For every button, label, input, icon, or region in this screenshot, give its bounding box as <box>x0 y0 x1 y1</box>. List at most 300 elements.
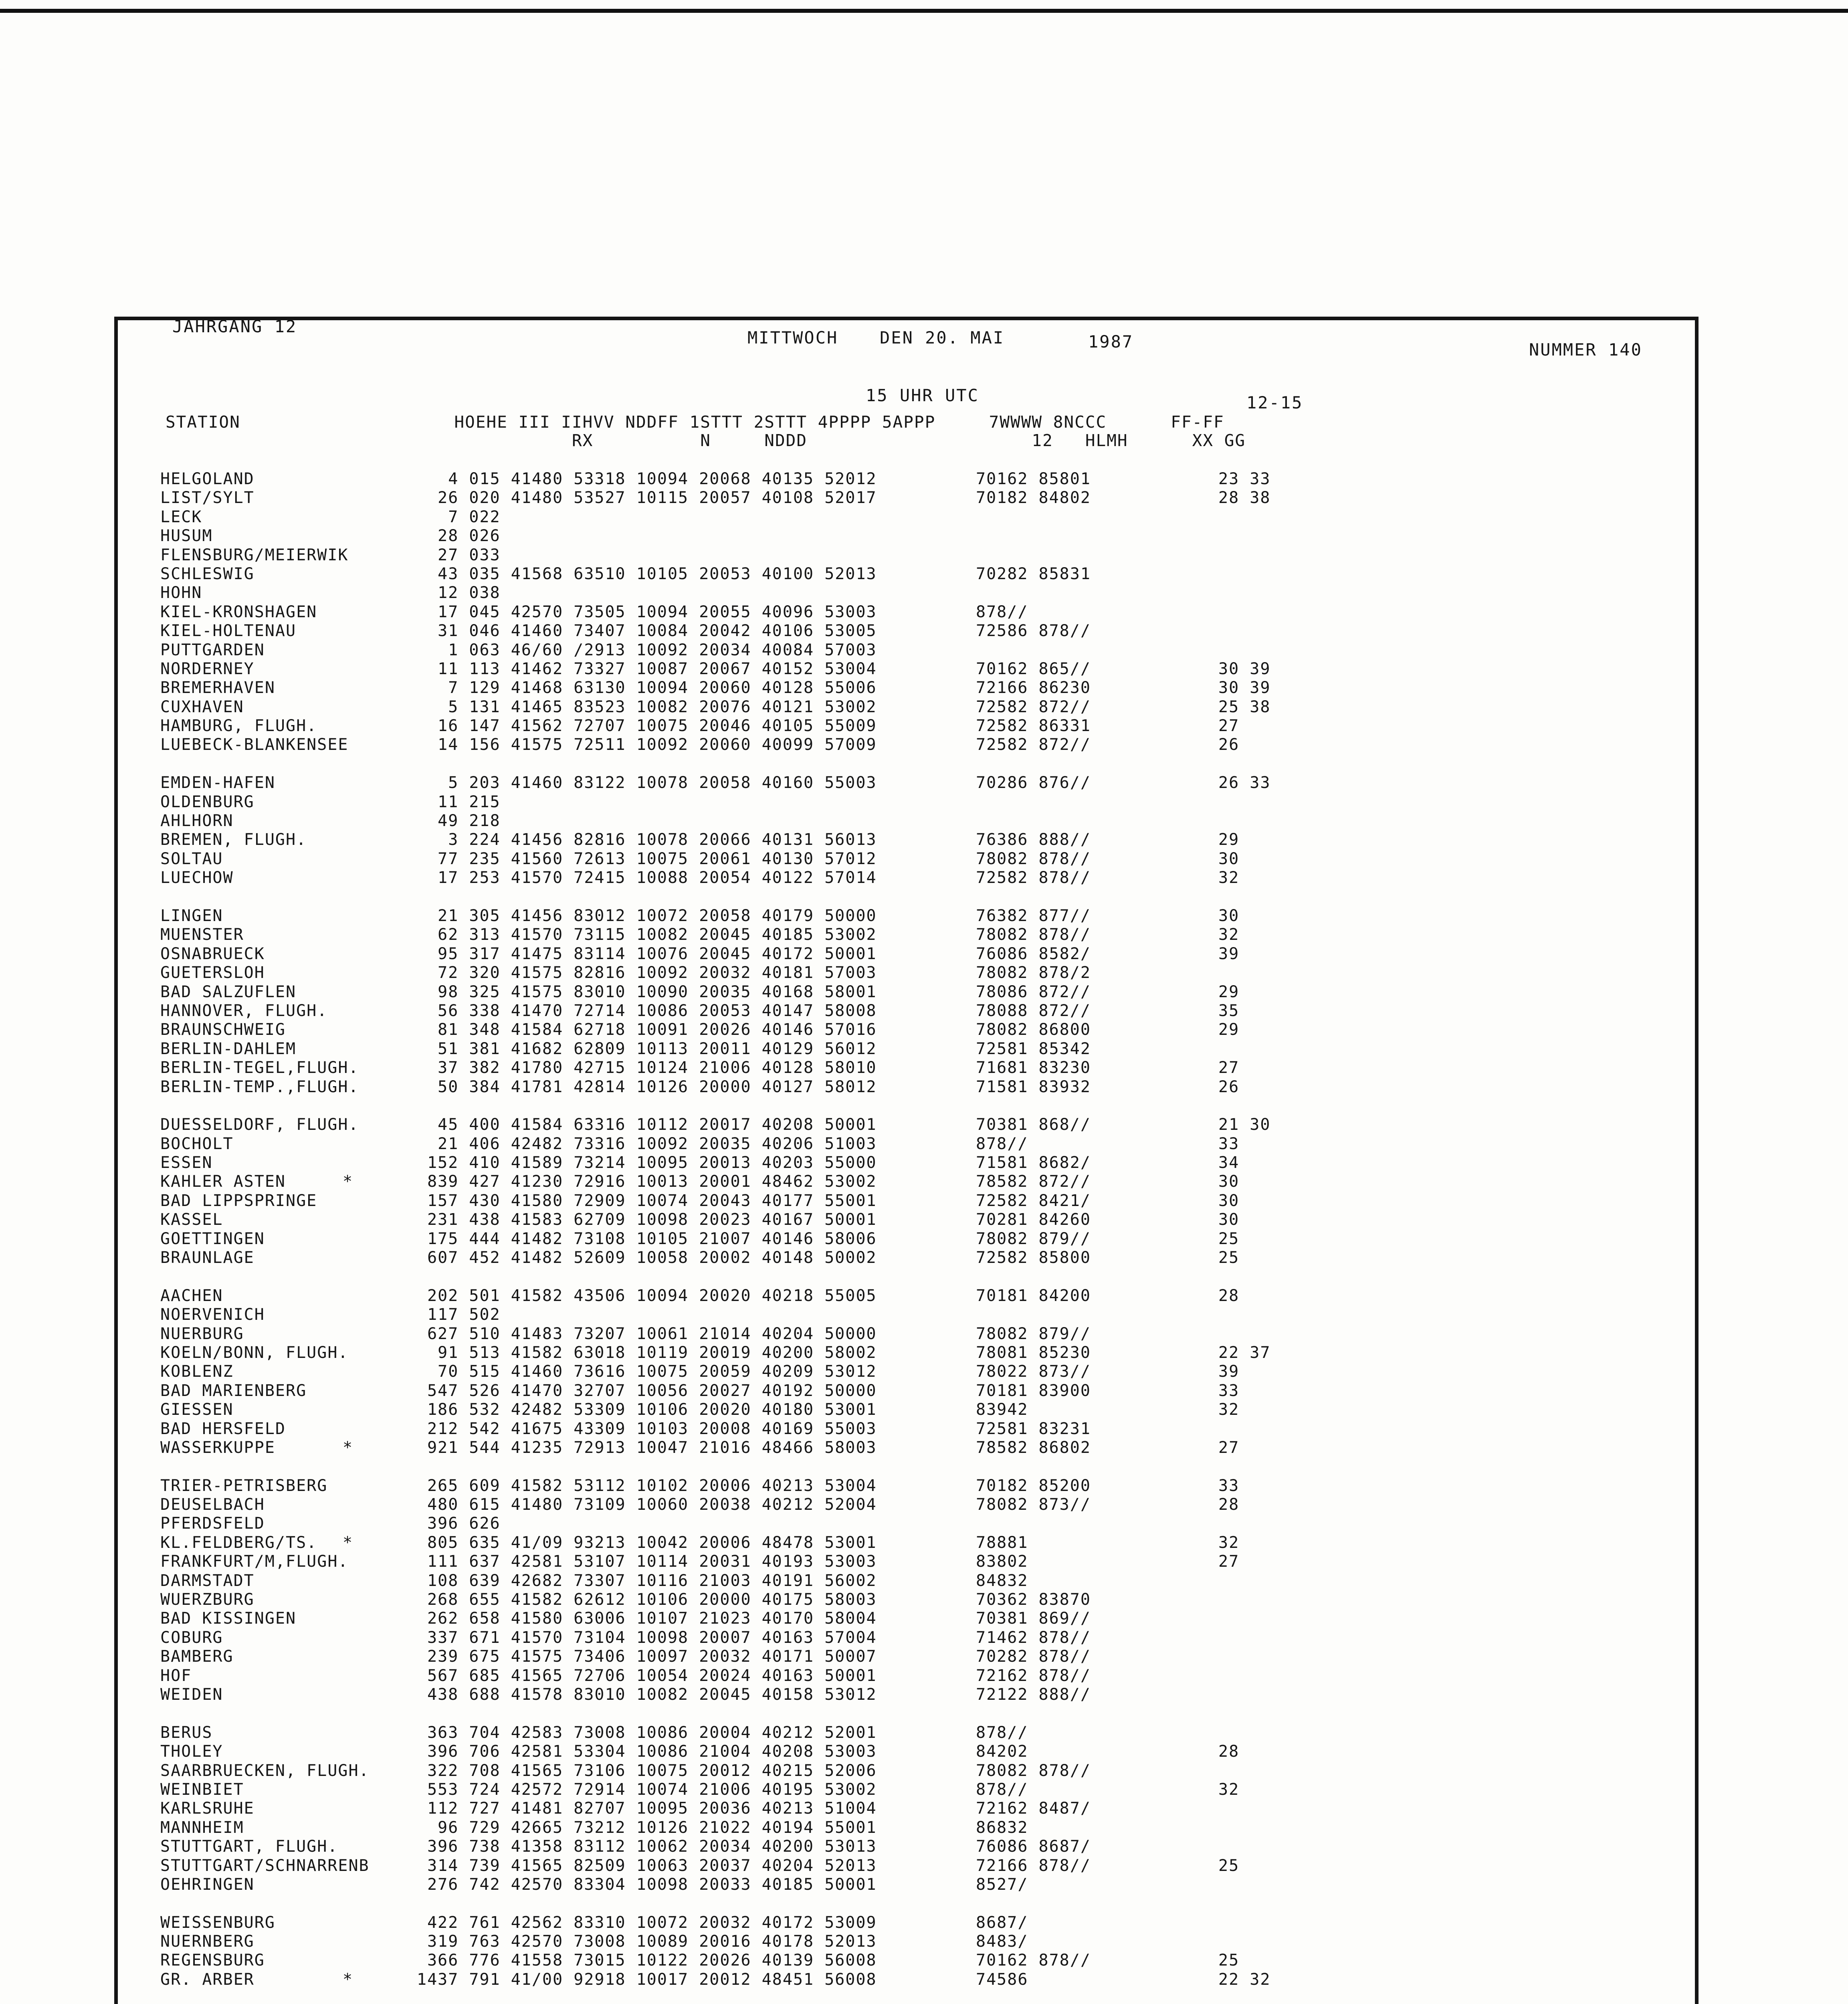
weather-cloud-groups: 72582 872// <box>976 697 1091 716</box>
station-name: NUERNBERG <box>160 1932 254 1951</box>
table-row <box>160 830 1643 849</box>
synop-groups: 239 675 41575 73406 10097 20032 40171 50007 <box>417 1647 877 1666</box>
table-row <box>160 1343 1643 1362</box>
table-row <box>160 489 1643 507</box>
weather-cloud-groups: 71581 83932 <box>976 1077 1091 1096</box>
table-row <box>160 584 1643 602</box>
station-name: BERLIN-TEGEL,FLUGH. <box>160 1059 359 1077</box>
weather-cloud-groups: 70362 83870 <box>976 1590 1091 1609</box>
weather-cloud-groups: 72166 86230 <box>976 679 1091 697</box>
table-row <box>160 622 1643 640</box>
weather-cloud-groups: 78082 878/2 <box>976 964 1091 982</box>
wind-gust-groups: 28 <box>1218 1286 1240 1305</box>
group-spacer <box>160 1894 1643 1913</box>
synop-groups: 231 438 41583 62709 10098 20023 40167 50001 <box>417 1210 877 1229</box>
table-row <box>160 793 1643 812</box>
wind-gust-groups: 27 <box>1218 1059 1240 1077</box>
group-spacer <box>160 1989 1643 2004</box>
table-row <box>160 1552 1643 1571</box>
wind-gust-groups: 32 <box>1218 1533 1240 1552</box>
wind-gust-groups: 27 <box>1218 1438 1240 1457</box>
station-name: HUSUM <box>160 527 213 545</box>
station-name: TRIER-PETRISBERG <box>160 1476 328 1495</box>
weather-cloud-groups: 878// <box>976 1780 1028 1799</box>
table-row <box>160 1059 1643 1077</box>
synop-groups: 567 685 41565 72706 10054 20024 40163 50001 <box>417 1666 877 1685</box>
table-row <box>160 1192 1643 1210</box>
table-row <box>160 1742 1643 1761</box>
weather-cloud-groups: 72581 85342 <box>976 1039 1091 1058</box>
station-name: MANNHEIM <box>160 1818 244 1837</box>
table-row <box>160 1020 1643 1039</box>
mountain-marker: * <box>343 1172 353 1191</box>
table-row <box>160 1115 1643 1134</box>
weather-cloud-groups: 78082 879// <box>976 1324 1091 1343</box>
wind-gust-groups: 39 <box>1218 944 1240 963</box>
synop-groups: 839 427 41230 72916 10013 20001 48462 53002 <box>417 1172 877 1191</box>
station-name: WEISSENBURG <box>160 1913 275 1932</box>
weather-cloud-groups: 72122 888// <box>976 1685 1091 1704</box>
synop-groups: 26 020 41480 53527 10115 20057 40108 52017 <box>417 489 877 507</box>
group-spacer <box>160 1704 1643 1723</box>
table-row <box>160 717 1643 735</box>
station-name: COBURG <box>160 1628 223 1647</box>
synop-groups: 314 739 41565 82509 10063 20037 40204 52013 <box>417 1856 877 1875</box>
station-name: THOLEY <box>160 1742 223 1761</box>
synop-groups: 1 063 46/60 /2913 10092 20034 40084 57003 <box>417 640 877 659</box>
station-table <box>160 470 1643 2004</box>
station-name: CUXHAVEN <box>160 697 244 716</box>
issue-number: NUMMER 140 <box>1529 340 1642 360</box>
weather-cloud-groups: 72582 8421/ <box>976 1191 1091 1210</box>
wind-gust-groups: 25 <box>1218 1951 1240 1970</box>
table-row <box>160 1780 1643 1799</box>
station-name: MUENSTER <box>160 925 244 944</box>
synop-groups: 21 305 41456 83012 10072 20058 40179 50000 <box>417 906 877 925</box>
table-row <box>160 812 1643 830</box>
station-name: HOHN <box>160 584 202 602</box>
station-name: BREMERHAVEN <box>160 679 275 697</box>
table-row <box>160 603 1643 622</box>
synop-groups: 547 526 41470 32707 10056 20027 40192 50000 <box>417 1381 877 1400</box>
station-name: WUERZBURG <box>160 1590 254 1609</box>
mountain-marker: * <box>343 1438 353 1457</box>
synop-groups: 175 444 41482 73108 10105 21007 40146 58006 <box>417 1229 877 1248</box>
weather-cloud-groups: 70162 878// <box>976 1951 1091 1970</box>
station-name: SCHLESWIG <box>160 564 254 583</box>
synop-groups: 5 131 41465 83523 10082 20076 40121 53002 <box>417 697 877 716</box>
wind-gust-groups: 32 <box>1218 1780 1240 1799</box>
station-name: HOF <box>160 1666 192 1685</box>
synop-groups: 77 235 41560 72613 10075 20061 40130 57012 <box>417 849 877 868</box>
weather-cloud-groups: 72582 86331 <box>976 717 1091 735</box>
synop-groups: 186 532 42482 53309 10106 20020 40180 53001 <box>417 1400 877 1419</box>
wind-gust-groups: 23 33 <box>1218 470 1271 488</box>
synop-groups: 81 348 41584 62718 10091 20026 40146 57016 <box>417 1020 877 1039</box>
weather-cloud-groups: 8483/ <box>976 1932 1028 1951</box>
weather-cloud-groups: 72162 8487/ <box>976 1799 1091 1818</box>
synop-groups: 3 224 41456 82816 10078 20066 40131 56013 <box>417 830 877 849</box>
weather-cloud-groups: 78881 <box>976 1533 1028 1552</box>
wind-gust-groups: 29 <box>1218 982 1240 1001</box>
wind-gust-groups: 33 <box>1218 1381 1240 1400</box>
period-label: 12-15 <box>1246 393 1303 412</box>
weather-cloud-groups: 74586 <box>976 1970 1028 1989</box>
table-row <box>160 1951 1643 1970</box>
station-name: GIESSEN <box>160 1400 234 1419</box>
table-row <box>160 774 1643 792</box>
station-name: EMDEN-HAFEN <box>160 774 275 792</box>
station-name: NOERVENICH <box>160 1305 265 1324</box>
wind-gust-groups: 25 <box>1218 1248 1240 1267</box>
table-row <box>160 850 1643 869</box>
station-name: BERLIN-TEMP.,FLUGH. <box>160 1077 359 1096</box>
weather-cloud-groups: 71681 83230 <box>976 1059 1091 1077</box>
weather-cloud-groups: 78082 878// <box>976 849 1091 868</box>
station-name: NUERBURG <box>160 1324 244 1343</box>
synop-groups: 72 320 41575 82816 10092 20032 40181 57003 <box>417 964 877 982</box>
station-name: WASSERKUPPE <box>160 1438 275 1457</box>
wind-gust-groups: 33 <box>1218 1134 1240 1153</box>
weather-cloud-groups: 8527/ <box>976 1875 1028 1894</box>
weather-cloud-groups: 76382 877// <box>976 906 1091 925</box>
synop-groups: 7 022 <box>417 507 501 526</box>
wind-gust-groups: 28 <box>1218 1742 1240 1761</box>
table-row <box>160 1230 1643 1248</box>
synop-groups: 31 046 41460 73407 10084 20042 40106 53005 <box>417 622 877 640</box>
station-name: HANNOVER, FLUGH. <box>160 1001 328 1020</box>
weather-cloud-groups: 70182 84802 <box>976 489 1091 507</box>
group-spacer <box>160 1097 1643 1115</box>
table-row <box>160 1477 1643 1495</box>
table-row <box>160 1287 1643 1305</box>
table-row <box>160 1362 1643 1381</box>
table-row <box>160 1078 1643 1097</box>
synop-groups: 91 513 41582 63018 10119 20019 40200 58002 <box>417 1343 877 1362</box>
weather-cloud-groups: 70381 868// <box>976 1115 1091 1134</box>
weather-cloud-groups: 83942 <box>976 1400 1028 1419</box>
table-row <box>160 527 1643 545</box>
weather-cloud-groups: 72582 878// <box>976 869 1091 887</box>
station-name: LUEBECK-BLANKENSEE <box>160 735 349 754</box>
station-name: DARMSTADT <box>160 1571 254 1590</box>
synop-groups: 70 515 41460 73616 10075 20059 40209 53012 <box>417 1362 877 1381</box>
wind-gust-groups: 35 <box>1218 1001 1240 1020</box>
table-row <box>160 1667 1643 1685</box>
station-name: BAD HERSFELD <box>160 1419 286 1438</box>
station-name: KIEL-HOLTENAU <box>160 622 297 640</box>
synop-groups: 17 045 42570 73505 10094 20055 40096 53003 <box>417 602 877 621</box>
table-row <box>160 945 1643 964</box>
wind-gust-groups: 30 <box>1218 1172 1240 1191</box>
synop-groups: 12 038 <box>417 584 501 602</box>
table-row <box>160 1002 1643 1020</box>
group-spacer <box>160 755 1643 774</box>
station-name: DEUSELBACH <box>160 1495 265 1514</box>
date-label: DEN 20. MAI <box>880 328 1005 347</box>
table-row <box>160 1913 1643 1932</box>
weather-cloud-groups: 86832 <box>976 1818 1028 1837</box>
wind-gust-groups: 26 33 <box>1218 774 1271 792</box>
weather-cloud-groups: 78022 873// <box>976 1362 1091 1381</box>
weather-cloud-groups: 83802 <box>976 1552 1028 1571</box>
synop-groups: 396 626 <box>417 1514 501 1533</box>
weather-cloud-groups: 70181 83900 <box>976 1381 1091 1400</box>
weather-cloud-groups: 878// <box>976 602 1028 621</box>
synop-groups: 805 635 41/09 93213 10042 20006 48478 53001 <box>417 1533 877 1552</box>
weather-cloud-groups: 8687/ <box>976 1913 1028 1932</box>
station-name: FLENSBURG/MEIERWIK <box>160 545 349 564</box>
group-spacer <box>160 888 1643 907</box>
station-name: LIST/SYLT <box>160 489 254 507</box>
station-name: KASSEL <box>160 1210 223 1229</box>
table-row <box>160 679 1643 697</box>
table-row <box>160 470 1643 489</box>
station-name: BRAUNSCHWEIG <box>160 1020 286 1039</box>
weather-cloud-groups: 70281 84260 <box>976 1210 1091 1229</box>
table-row <box>160 1932 1643 1951</box>
weather-cloud-groups: 70381 869// <box>976 1609 1091 1628</box>
weather-cloud-groups: 878// <box>976 1134 1028 1153</box>
wind-gust-groups: 30 39 <box>1218 679 1271 697</box>
synop-groups: 337 671 41570 73104 10098 20007 40163 57004 <box>417 1628 877 1647</box>
weather-cloud-groups: 78086 872// <box>976 982 1091 1001</box>
synop-groups: 262 658 41580 63006 10107 21023 40170 58004 <box>417 1609 877 1628</box>
table-row <box>160 1837 1643 1856</box>
wind-gust-groups: 30 <box>1218 1191 1240 1210</box>
station-name: OLDENBURG <box>160 792 254 811</box>
station-name: GOETTINGEN <box>160 1229 265 1248</box>
weather-cloud-groups: 76086 8687/ <box>976 1837 1091 1856</box>
synop-groups: 14 156 41575 72511 10092 20060 40099 57009 <box>417 735 877 754</box>
table-row <box>160 1857 1643 1875</box>
wind-gust-groups: 21 30 <box>1218 1115 1271 1134</box>
weather-cloud-groups: 70282 878// <box>976 1647 1091 1666</box>
station-name: OEHRINGEN <box>160 1875 254 1894</box>
weather-cloud-groups: 78082 878// <box>976 1761 1091 1780</box>
synop-groups: 16 147 41562 72707 10075 20046 40105 55009 <box>417 717 877 735</box>
observation-time: 15 UHR UTC <box>866 386 979 405</box>
synop-groups: 265 609 41582 53112 10102 20006 40213 53004 <box>417 1476 877 1495</box>
wind-gust-groups: 30 <box>1218 906 1240 925</box>
station-name: KAHLER ASTEN <box>160 1172 286 1191</box>
weather-cloud-groups: 71581 8682/ <box>976 1154 1091 1172</box>
synop-groups: 396 738 41358 83112 10062 20034 40200 53013 <box>417 1837 877 1856</box>
wind-gust-groups: 30 39 <box>1218 659 1271 678</box>
table-row <box>160 1210 1643 1229</box>
station-name: BERUS <box>160 1723 213 1742</box>
station-name: KOELN/BONN, FLUGH. <box>160 1343 349 1362</box>
table-row <box>160 1400 1643 1419</box>
synop-groups: 152 410 41589 73214 10095 20013 40203 55000 <box>417 1154 877 1172</box>
weather-cloud-groups: 72582 85800 <box>976 1248 1091 1267</box>
synop-groups: 212 542 41675 43309 10103 20008 40169 55003 <box>417 1419 877 1438</box>
synop-groups: 627 510 41483 73207 10061 21014 40204 50000 <box>417 1324 877 1343</box>
weather-cloud-groups: 76086 8582/ <box>976 944 1091 963</box>
synop-groups: 422 761 42562 83310 10072 20032 40172 53009 <box>417 1913 877 1932</box>
table-row <box>160 1420 1643 1438</box>
weather-cloud-groups: 78088 872// <box>976 1001 1091 1020</box>
station-name: LUECHOW <box>160 869 234 887</box>
table-row <box>160 1325 1643 1343</box>
station-name: DUESSELDORF, FLUGH. <box>160 1115 359 1134</box>
synop-groups: 95 317 41475 83114 10076 20045 40172 50001 <box>417 944 877 963</box>
synop-groups: 1437 791 41/00 92918 10017 20012 48451 56008 <box>417 1970 877 1989</box>
synop-groups: 921 544 41235 72913 10047 21016 48466 58003 <box>417 1438 877 1457</box>
table-row <box>160 508 1643 527</box>
station-name: ESSEN <box>160 1154 213 1172</box>
synop-groups: 322 708 41565 73106 10075 20012 40215 52006 <box>417 1761 877 1780</box>
station-name: SOLTAU <box>160 849 223 868</box>
synop-groups: 366 776 41558 73015 10122 20026 40139 56008 <box>417 1951 877 1970</box>
synop-groups: 5 203 41460 83122 10078 20058 40160 55003 <box>417 774 877 792</box>
station-name: NORDERNEY <box>160 659 254 678</box>
table-row <box>160 1514 1643 1533</box>
synop-groups: 98 325 41575 83010 10090 20035 40168 58001 <box>417 982 877 1001</box>
synop-groups: 112 727 41481 82707 10095 20036 40213 51004 <box>417 1799 877 1818</box>
station-name: BAD LIPPSPRINGE <box>160 1191 317 1210</box>
station-name: HELGOLAND <box>160 470 254 488</box>
table-row <box>160 660 1643 679</box>
wind-gust-groups: 26 <box>1218 1077 1240 1096</box>
weather-cloud-groups: 78082 86800 <box>976 1020 1091 1039</box>
table-row <box>160 735 1643 754</box>
weather-cloud-groups: 78582 86802 <box>976 1438 1091 1457</box>
synop-groups: 45 400 41584 63316 10112 20017 40208 50001 <box>417 1115 877 1134</box>
weather-cloud-groups: 878// <box>976 1723 1028 1742</box>
mountain-marker: * <box>343 1533 353 1552</box>
station-name: FRANKFURT/M,FLUGH. <box>160 1552 349 1571</box>
weather-cloud-groups: 84832 <box>976 1571 1028 1590</box>
synop-groups: 607 452 41482 52609 10058 20002 40148 50002 <box>417 1248 877 1267</box>
station-name: AACHEN <box>160 1286 223 1305</box>
table-row <box>160 1135 1643 1154</box>
table-row <box>160 1154 1643 1172</box>
table-row <box>160 1533 1643 1552</box>
station-name: BRAUNLAGE <box>160 1248 254 1267</box>
table-row <box>160 546 1643 565</box>
synop-groups: 363 704 42583 73008 10086 20004 40212 52001 <box>417 1723 877 1742</box>
weather-cloud-groups: 70182 85200 <box>976 1476 1091 1495</box>
table-row <box>160 1305 1643 1324</box>
station-name: PUTTGARDEN <box>160 640 265 659</box>
table-row <box>160 983 1643 1002</box>
table-row <box>160 1875 1643 1894</box>
weather-cloud-groups: 78082 878// <box>976 925 1091 944</box>
top-rule <box>0 9 1848 13</box>
station-name: LECK <box>160 507 202 526</box>
station-name: STUTTGART/SCHNARRENB <box>160 1856 370 1875</box>
wind-gust-groups: 26 <box>1218 735 1240 754</box>
table-row <box>160 1685 1643 1704</box>
synop-groups: 11 113 41462 73327 10087 20067 40152 53004 <box>417 659 877 678</box>
weather-cloud-groups: 72582 872// <box>976 735 1091 754</box>
station-name: LINGEN <box>160 906 223 925</box>
station-name: PFERDSFELD <box>160 1514 265 1533</box>
synop-groups: 157 430 41580 72909 10074 20043 40177 55001 <box>417 1191 877 1210</box>
wind-gust-groups: 32 <box>1218 925 1240 944</box>
weather-cloud-groups: 70181 84200 <box>976 1286 1091 1305</box>
table-row <box>160 925 1643 944</box>
synop-groups: 51 381 41682 62809 10113 20011 40129 56012 <box>417 1039 877 1058</box>
wind-gust-groups: 27 <box>1218 717 1240 735</box>
table-row <box>160 1572 1643 1590</box>
table-row <box>160 1970 1643 1989</box>
station-name: BAD KISSINGEN <box>160 1609 297 1628</box>
synop-groups: 62 313 41570 73115 10082 20045 40185 53002 <box>417 925 877 944</box>
station-name: KIEL-KRONSHAGEN <box>160 602 317 621</box>
station-name: BOCHOLT <box>160 1134 234 1153</box>
station-name: GR. ARBER <box>160 1970 254 1989</box>
weather-cloud-groups: 70162 85801 <box>976 470 1091 488</box>
wind-gust-groups: 25 <box>1218 1856 1240 1875</box>
table-row <box>160 907 1643 925</box>
table-row <box>160 565 1643 584</box>
table-row <box>160 1818 1643 1837</box>
synop-groups: 553 724 42572 72914 10074 21006 40195 53002 <box>417 1780 877 1799</box>
table-row <box>160 869 1643 887</box>
synop-groups: 21 406 42482 73316 10092 20035 40206 51003 <box>417 1134 877 1153</box>
wind-gust-groups: 29 <box>1218 830 1240 849</box>
synop-groups: 480 615 41480 73109 10060 20038 40212 52004 <box>417 1495 877 1514</box>
synop-groups: 50 384 41781 42814 10126 20000 40127 58012 <box>417 1077 877 1096</box>
weather-cloud-groups: 71462 878// <box>976 1628 1091 1647</box>
wind-gust-groups: 27 <box>1218 1552 1240 1571</box>
table-row <box>160 1609 1643 1628</box>
table-row <box>160 1040 1643 1059</box>
synop-groups: 11 215 <box>417 792 501 811</box>
weather-cloud-groups: 70286 876// <box>976 774 1091 792</box>
station-name: OSNABRUECK <box>160 944 265 963</box>
table-row <box>160 1647 1643 1666</box>
wind-gust-groups: 30 <box>1218 1210 1240 1229</box>
weather-cloud-groups: 78082 873// <box>976 1495 1091 1514</box>
station-name: REGENSBURG <box>160 1951 265 1970</box>
weather-cloud-groups: 72586 878// <box>976 622 1091 640</box>
synop-groups: 108 639 42682 73307 10116 21003 40191 56002 <box>417 1571 877 1590</box>
weather-cloud-groups: 72166 878// <box>976 1856 1091 1875</box>
table-row <box>160 641 1643 660</box>
station-name: KL.FELDBERG/TS. <box>160 1533 317 1552</box>
table-row <box>160 1248 1643 1267</box>
weather-cloud-groups: 72162 878// <box>976 1666 1091 1685</box>
station-name: SAARBRUECKEN, FLUGH. <box>160 1761 370 1780</box>
group-spacer <box>160 1267 1643 1286</box>
synop-groups: 202 501 41582 43506 10094 20020 40218 55005 <box>417 1286 877 1305</box>
synop-groups: 56 338 41470 72714 10086 20053 40147 58008 <box>417 1001 877 1020</box>
column-header-line-1: STATION HOEHE III IIHVV NDDFF 1STTT 2STTT 4PPPP 5APPP 7WWWW 8NCCC FF-FF <box>166 412 1224 432</box>
wind-gust-groups: 39 <box>1218 1362 1240 1381</box>
synop-groups: 28 026 <box>417 527 501 545</box>
table-row <box>160 1382 1643 1400</box>
synop-groups: 117 502 <box>417 1305 501 1324</box>
station-name: AHLHORN <box>160 812 234 830</box>
wind-gust-groups: 22 32 <box>1218 1970 1271 1989</box>
station-name: BAD MARIENBERG <box>160 1381 307 1400</box>
station-name: STUTTGART, FLUGH. <box>160 1837 338 1856</box>
synop-groups: 96 729 42665 73212 10126 21022 40194 55001 <box>417 1818 877 1837</box>
synop-groups: 111 637 42581 53107 10114 20031 40193 53003 <box>417 1552 877 1571</box>
weather-cloud-groups: 84202 <box>976 1742 1028 1761</box>
weekday-label: MITTWOCH <box>747 328 838 347</box>
weather-cloud-groups: 78582 872// <box>976 1172 1091 1191</box>
synop-groups: 43 035 41568 63510 10105 20053 40100 52013 <box>417 564 877 583</box>
table-row <box>160 1495 1643 1514</box>
wind-gust-groups: 29 <box>1218 1020 1240 1039</box>
synop-groups: 276 742 42570 83304 10098 20033 40185 50001 <box>417 1875 877 1894</box>
station-name: KOBLENZ <box>160 1362 234 1381</box>
mountain-marker: * <box>343 1970 353 1989</box>
